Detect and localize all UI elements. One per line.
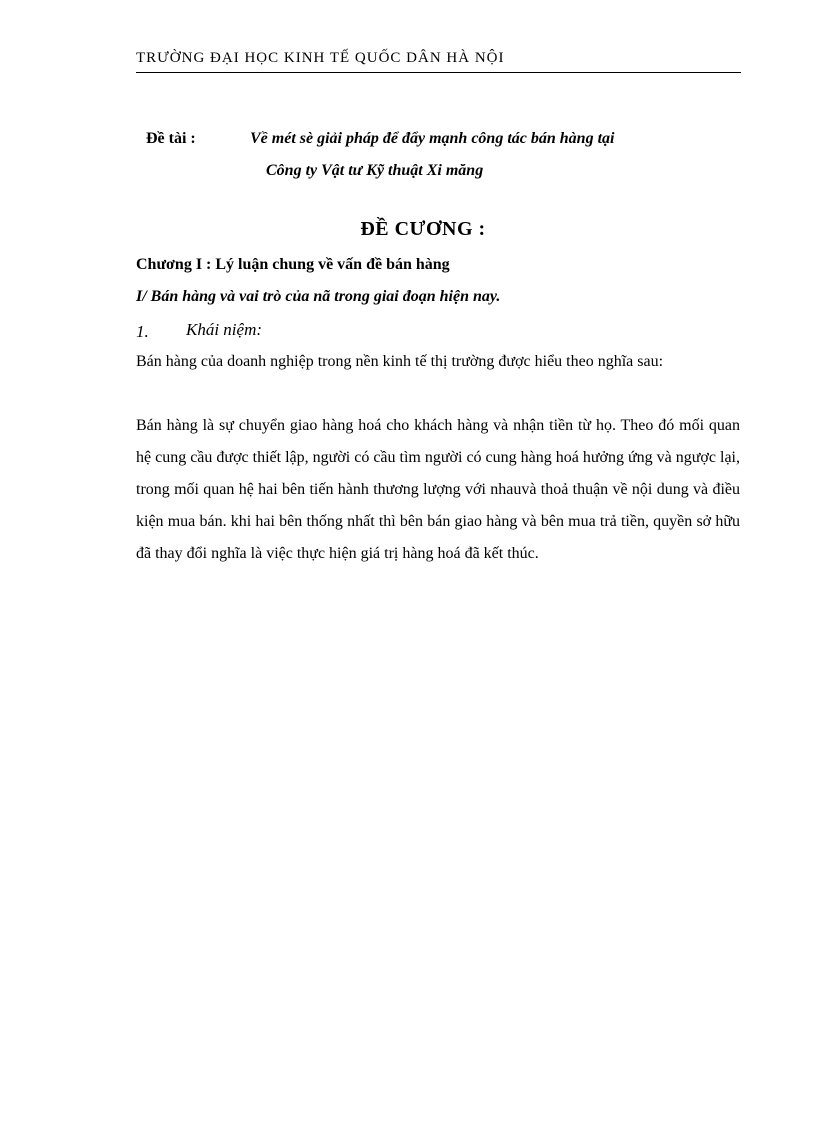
item-number: 1. bbox=[136, 322, 149, 341]
topic-label: Đề tài : bbox=[146, 130, 196, 147]
body-paragraph-2: Bán hàng là sự chuyển giao hàng hoá cho khách hàng và nhận tiền từ họ. Theo đó mối quan hệ cung cầu được thiết lập, người có cầu tìm người có cung hàng hoá hưởng ứng và ngược lại, trong mối quan hệ hai bên tiến hành thương lượng với nhauvà thoả thuận về nội dung và điều kiện mua bán. khi hai bên thống nhất thì bên bán giao hàng và bên mua trả tiền, quyền sở hữu đã thay đổi nghĩa là việc thực hiện giá trị hàng hoá đã kết thúc. bbox=[136, 417, 740, 562]
topic-title-line2: Công ty Vật tư Kỹ thuật Xi măng bbox=[266, 162, 484, 179]
section-heading: I/ Bán hàng và vai trò của nã trong giai đoạn hiện nay. bbox=[136, 288, 501, 305]
item-heading: Khái niệm: bbox=[186, 320, 263, 339]
outline-title: ĐỀ CƯƠNG : bbox=[360, 218, 486, 240]
chapter-heading: Chương I : Lý luận chung về vấn đề bán hàng bbox=[136, 256, 450, 273]
body-paragraph-1: Bán hàng của doanh nghiệp trong nền kinh tế thị trường được hiểu theo nghĩa sau: bbox=[136, 353, 664, 370]
topic-title-line1: Về mét sè giải pháp để đẩy mạnh công tác bán hàng tại bbox=[250, 130, 615, 147]
header-divider bbox=[136, 72, 741, 73]
page-header: TRƯỜNG ĐẠI HỌC KINH TẾ QUỐC DÂN HÀ NỘI bbox=[136, 50, 505, 66]
